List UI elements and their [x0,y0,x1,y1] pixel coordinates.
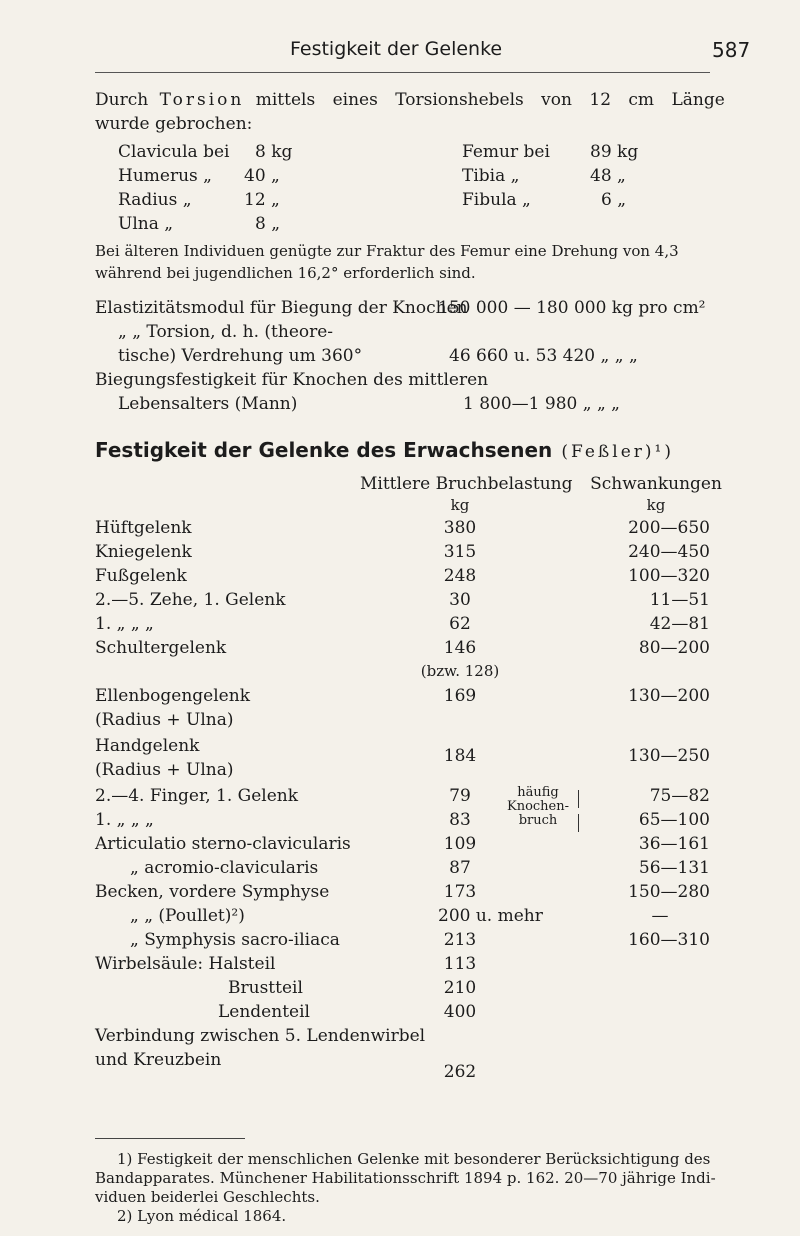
table-row-range: 150—280 [628,882,710,902]
table-row-label: „ Symphysis sacro-iliaca [130,930,340,950]
table-row-label: „ „ (Poullet)²) [130,906,245,926]
table-row-mean: 315 [443,542,477,562]
table-row-mean: 248 [443,566,477,586]
torsion-intro-line2: wurde gebrochen: [95,114,253,134]
footnote-2: 2) Lyon médical 1864. [117,1207,287,1225]
table-row-range: 75—82 [649,786,710,806]
footnote-1-line3: viduen beiderlei Geschlechts. [95,1188,320,1206]
footnote-1-line1: 1) Festigkeit der menschlichen Gelenke mit besonderer Berücksichtigung des [117,1150,711,1168]
table-row-mean: 113 [443,954,477,974]
table-row-mean: 169 [443,686,477,706]
moduli-row1-value: 150 000 — 180 000 kg pro cm² [438,298,706,318]
header-rule [95,72,710,73]
table-row-label: 2.—4. Finger, 1. Gelenk [95,786,299,806]
torsion-intro-line1 [95,90,725,110]
bone-left-1-name: Humerus „ [118,166,212,186]
bone-left-2-value: 12 „ [244,190,280,210]
table-row-mean: 79 [449,786,471,806]
table-row-mean: 87 [449,858,471,878]
table-row-mean: 83 [449,810,471,830]
moduli-row1-label: Elastizitätsmodul für Biegung der Knochen [95,298,468,318]
bone-right-0-value: 89 kg [590,142,639,162]
table-row-mean: 380 [443,518,477,538]
table-row-mean: 173 [443,882,477,902]
brace-upper [578,790,583,808]
table-row-range: 200—650 [628,518,710,538]
moduli-row2-label: „ „ Torsion, d. h. (theore- [118,322,334,342]
moduli-row3-value: 46 660 u. 53 420 „ „ „ [449,346,638,366]
footnote-1-line2: Bandapparates. Münchener Habilitationsschrift 1894 p. 162. 20—70 jährige Indi- [95,1169,716,1187]
table-title [95,438,674,462]
table-row-sublabel: (Radius + Ulna) [95,760,234,780]
bone-right-1-value: 48 „ [590,166,626,186]
table-row-label: Kniegelenk [95,542,192,562]
fracture-annotation [504,786,572,828]
table-row-mean: 400 [443,1002,477,1022]
table-row-label: Ellenbogengelenk [95,686,250,706]
table-row-mean: 210 [443,978,477,998]
table-row-label: „ acromio-clavicularis [130,858,319,878]
moduli-row5-value: 1 800—1 980 „ „ „ [463,394,620,414]
table-row-range: 100—320 [628,566,710,586]
table-title-bold: Festigkeit der Gelenke des Erwachsenen [95,438,553,462]
table-row-mean: 30 [449,590,471,610]
table-row-label: 2.—5. Zehe, 1. Gelenk [95,590,286,610]
bone-right-2-value: 6 „ [601,190,627,210]
table-row-label-2: und Kreuzbein [95,1050,222,1070]
table-row-range: 130—250 [628,746,710,766]
table-row-mean: 213 [443,930,477,950]
bone-right-0-name: Femur bei [462,142,550,162]
age-note-line1: Bei älteren Individuen genügte zur Fraktur des Femur eine Drehung von 4,3 [95,242,679,260]
fracture-annotation-line: bruch [518,813,558,828]
table-row-range: 65—100 [638,810,710,830]
table-row-label: Verbindung zwischen 5. Lendenwirbel [95,1026,426,1046]
intro-rest: mittels eines Torsionshebels von 12 cm Länge [255,90,725,110]
table-row-range: — [651,906,669,926]
table-row-label: Handgelenk [95,736,200,756]
table-row-label: 1. „ „ „ [95,614,154,634]
moduli-row4-label: Biegungsfestigkeit für Knochen des mittleren [95,370,489,390]
intro-word: Durch [95,90,149,110]
col-header-mean-unit: kg [450,496,470,514]
intro-torsion: Torsion [159,90,245,110]
table-row-mean: 184 [443,746,477,766]
table-row-range: 11—51 [649,590,710,610]
moduli-row5-label: Lebensalters (Mann) [118,394,298,414]
bone-left-3-value: 8 „ [255,214,281,234]
page-number: 587 [712,38,751,62]
moduli-row3-label: tische) Verdrehung um 360° [118,346,363,366]
footnote-rule [95,1138,245,1139]
age-note-line2: während bei jugendlichen 16,2° erforderlich sind. [95,264,476,282]
table-row-label: Schultergelenk [95,638,227,658]
table-row-range: 80—200 [638,638,710,658]
bone-right-1-name: Tibia „ [462,166,520,186]
table-row-range: 160—310 [628,930,710,950]
bone-left-1-value: 40 „ [244,166,280,186]
table-row-label: Lendenteil [218,1002,310,1022]
table-row-label: 1. „ „ „ [95,810,154,830]
table-row-mean: 62 [449,614,471,634]
table-title-source: (Feßler)¹) [561,442,674,462]
table-row-mean: 146 [443,638,477,658]
table-row-range: 56—131 [638,858,710,878]
bone-left-0-value: 8 kg [255,142,293,162]
table-row-mean: 109 [443,834,477,854]
col-header-range-unit: kg [646,496,666,514]
table-row-label: Brustteil [228,978,303,998]
table-row-label: Hüftgelenk [95,518,192,538]
bone-left-2-name: Radius „ [118,190,192,210]
table-row-label: Fußgelenk [95,566,187,586]
bone-right-2-name: Fibula „ [462,190,531,210]
table-row-label: Articulatio sterno-clavicularis [95,834,351,854]
bone-left-3-name: Ulna „ [118,214,174,234]
table-row-mean: 200 u. mehr [438,906,543,926]
col-header-range: Schwankungen [590,474,722,494]
table-row-label: Becken, vordere Symphyse [95,882,330,902]
bone-left-0-name: Clavicula bei [118,142,230,162]
table-row-range: 130—200 [628,686,710,706]
table-row-sublabel: (Radius + Ulna) [95,710,234,730]
brace-lower [578,814,583,832]
table-row-mean: 262 [443,1062,477,1082]
running-header: Festigkeit der Gelenke [290,38,503,60]
footnotes [95,1150,725,1226]
fracture-annotation-line: häufig [517,785,559,800]
table-row-range: 240—450 [628,542,710,562]
table-row-label: Wirbelsäule: Halsteil [95,954,276,974]
table-row-mean-sub: (bzw. 128) [420,662,500,680]
table-row-range: 36—161 [638,834,710,854]
col-header-mean: Mittlere Bruchbelastung [360,474,573,494]
fracture-annotation-line: Knochen- [506,799,570,814]
table-row-range: 42—81 [649,614,710,634]
